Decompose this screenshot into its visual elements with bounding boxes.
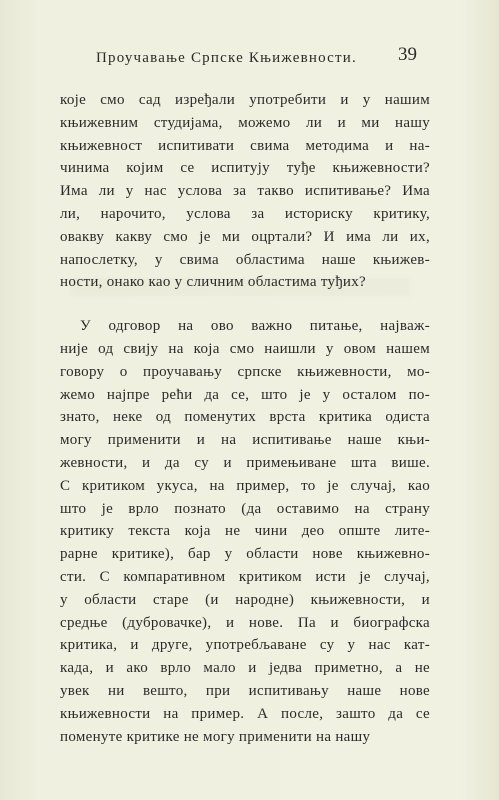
text-line: У одговор на ово важно питање, најваж- — [80, 318, 430, 335]
text-line: што је врло познато (да оставимо на страну — [60, 500, 430, 517]
text-line: жемо најпре рећи да се, што је у осталом по- — [60, 386, 430, 403]
text-line: књижевности на пример. А после, зашто да се — [60, 705, 430, 722]
text-line: С критиком укуса, на пример, то је случај, као — [60, 477, 430, 494]
text-line: средње (дубровачке), и нове. Па и биографска — [60, 614, 430, 631]
text-line: напослетку, у свима областима наше књижев- — [60, 251, 430, 268]
body-text — [60, 89, 430, 748]
page-number: 39 — [398, 44, 417, 65]
text-line: које смо сад изређали употребити и у нашим — [60, 92, 430, 108]
running-header: Проучавање Српске Књижевности. — [96, 50, 357, 66]
text-line: ности, онако као у сличним областима туђих? — [60, 274, 366, 291]
text-line: овакву какву смо је ми оцртали? И има ли их, — [60, 228, 430, 245]
text-line: могу применити и на испитивање наше књи- — [60, 432, 430, 449]
text-line: књижевним студијама, можемо ли и ми нашу — [60, 114, 430, 131]
text-line: говору о проучавању српске књижевности, мо- — [60, 363, 430, 380]
text-line: жевности, и да су и примењиване шта више. — [60, 454, 430, 471]
text-line: увек ни вешто, при испитивању наше нове — [60, 682, 430, 699]
text-line: када, и ако врло мало и једва приметно, а не — [60, 660, 430, 677]
paragraph-1 — [60, 89, 430, 294]
text-line: сти. С компаративном критиком исти је случај, — [60, 568, 430, 585]
text-line: ли, нарочито, услова за историску критику, — [60, 205, 430, 222]
text-line: рарне критике), бар у области нове књижевно- — [60, 546, 430, 563]
text-line: у области старе (и народне) књижевности, и — [60, 591, 430, 608]
text-line: чинима којим се испитују туђе књижевности? — [60, 160, 430, 177]
paragraph-2 — [60, 315, 430, 748]
text-line: књижевност испитивати свима методима и на- — [60, 137, 430, 154]
text-line: знато, неке од поменутих врста критика одиста — [60, 409, 430, 426]
text-line: Има ли у нас услова за такво испитивање? Има — [60, 183, 430, 200]
text-line: критику текста која не чини део опште лите- — [60, 523, 430, 540]
text-line: поменуте критике не могу применити на нашу — [60, 728, 371, 745]
text-line: није од свију на која смо наишли у овом нашем — [60, 340, 430, 357]
text-line: критика, и друге, употребљаване су у нас кат- — [60, 637, 430, 654]
